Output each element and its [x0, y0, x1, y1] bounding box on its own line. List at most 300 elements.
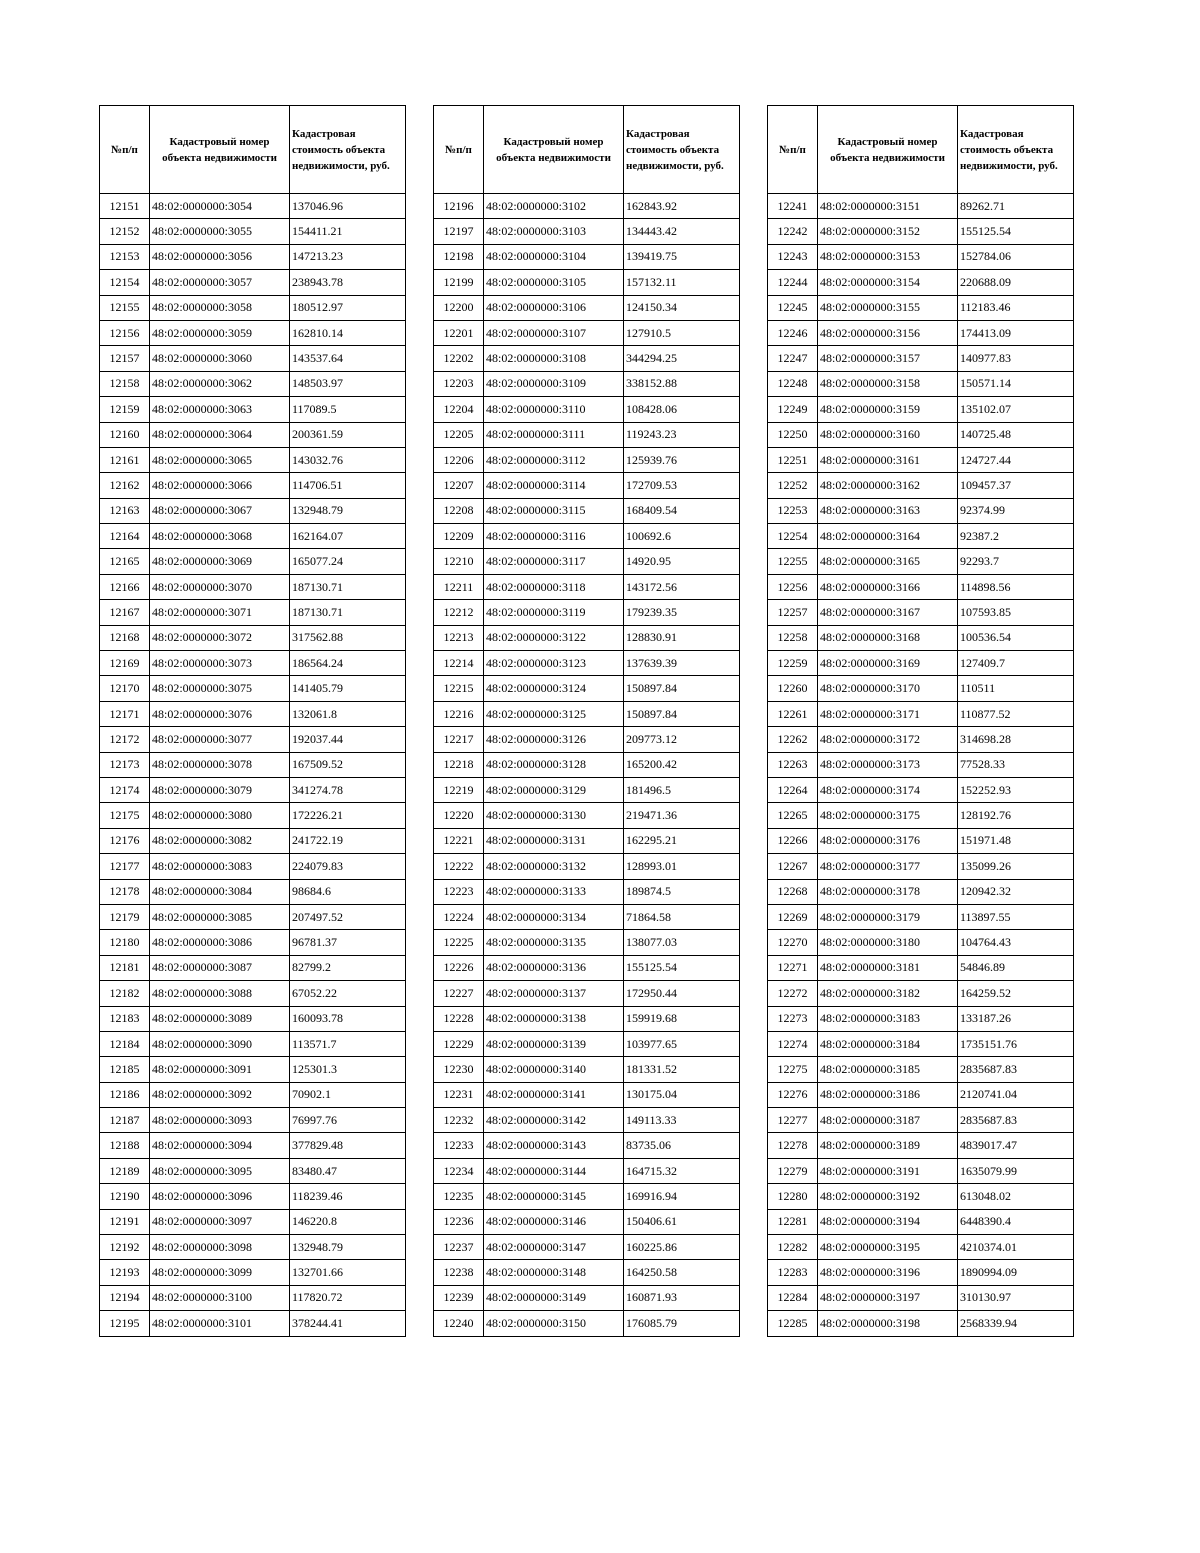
row-number-cell: 12179: [100, 904, 150, 929]
row-number-cell: 12250: [768, 422, 818, 447]
cadastral-value-cell: 92293.7: [958, 549, 1074, 574]
cadastral-number-cell: 48:02:0000000:3173: [818, 752, 958, 777]
cadastral-value-cell: 181331.52: [624, 1057, 740, 1082]
table-row: [434, 651, 740, 676]
row-number-cell: 12212: [434, 600, 484, 625]
cadastral-number-cell: 48:02:0000000:3112: [484, 447, 624, 472]
cadastral-value-cell: 155125.54: [958, 219, 1074, 244]
cadastral-value-cell: 1890994.09: [958, 1260, 1074, 1285]
table-row: [434, 828, 740, 853]
row-number-cell: 12221: [434, 828, 484, 853]
table-row: [100, 549, 406, 574]
row-number-cell: 12162: [100, 473, 150, 498]
cadastral-number-cell: 48:02:0000000:3068: [150, 524, 290, 549]
row-number-cell: 12271: [768, 955, 818, 980]
cadastral-number-cell: 48:02:0000000:3066: [150, 473, 290, 498]
cadastral-value-cell: 2120741.04: [958, 1082, 1074, 1107]
cadastral-value-cell: 186564.24: [290, 651, 406, 676]
cadastral-number-cell: 48:02:0000000:3167: [818, 600, 958, 625]
cadastral-number-cell: 48:02:0000000:3128: [484, 752, 624, 777]
cadastral-number-cell: 48:02:0000000:3079: [150, 777, 290, 802]
cadastral-number-cell: 48:02:0000000:3142: [484, 1108, 624, 1133]
cadastral-number-cell: 48:02:0000000:3054: [150, 194, 290, 219]
row-number-cell: 12283: [768, 1260, 818, 1285]
cadastral-number-cell: 48:02:0000000:3191: [818, 1158, 958, 1183]
cadastral-number-cell: 48:02:0000000:3161: [818, 447, 958, 472]
table-row: [100, 346, 406, 371]
table-row: [100, 1311, 406, 1336]
row-number-cell: 12206: [434, 447, 484, 472]
row-number-cell: 12223: [434, 879, 484, 904]
cadastral-number-cell: 48:02:0000000:3182: [818, 981, 958, 1006]
cadastral-value-cell: 103977.65: [624, 1031, 740, 1056]
cadastral-number-cell: 48:02:0000000:3071: [150, 600, 290, 625]
table-row: [768, 854, 1074, 879]
cadastral-value-cell: 143537.64: [290, 346, 406, 371]
table-row: [768, 320, 1074, 345]
cadastral-number-cell: 48:02:0000000:3162: [818, 473, 958, 498]
cadastral-number-cell: 48:02:0000000:3122: [484, 625, 624, 650]
cadastral-number-cell: 48:02:0000000:3146: [484, 1209, 624, 1234]
cadastral-value-cell: 113571.7: [290, 1031, 406, 1056]
cadastral-value-cell: 140977.83: [958, 346, 1074, 371]
table-row: [100, 574, 406, 599]
cadastral-number-cell: 48:02:0000000:3057: [150, 270, 290, 295]
row-number-cell: 12248: [768, 371, 818, 396]
cadastral-number-cell: 48:02:0000000:3073: [150, 651, 290, 676]
cadastral-value-cell: 152252.93: [958, 777, 1074, 802]
cadastral-number-cell: 48:02:0000000:3084: [150, 879, 290, 904]
cadastral-value-cell: 179239.35: [624, 600, 740, 625]
table-row: [100, 955, 406, 980]
cadastral-number-cell: 48:02:0000000:3102: [484, 194, 624, 219]
cadastral-value-cell: 219471.36: [624, 803, 740, 828]
table-row: [768, 1311, 1074, 1336]
table-row: [768, 219, 1074, 244]
cadastral-number-cell: 48:02:0000000:3186: [818, 1082, 958, 1107]
table-row: [768, 397, 1074, 422]
table-row: [100, 1260, 406, 1285]
row-number-cell: 12202: [434, 346, 484, 371]
row-number-cell: 12167: [100, 600, 150, 625]
cadastral-value-cell: 200361.59: [290, 422, 406, 447]
row-number-cell: 12207: [434, 473, 484, 498]
row-number-cell: 12180: [100, 930, 150, 955]
row-number-cell: 12245: [768, 295, 818, 320]
cadastral-number-cell: 48:02:0000000:3172: [818, 727, 958, 752]
row-number-cell: 12153: [100, 244, 150, 269]
cadastral-value-cell: 118239.46: [290, 1184, 406, 1209]
table-header-row: [100, 106, 406, 194]
cadastral-number-cell: 48:02:0000000:3083: [150, 854, 290, 879]
table-row: [768, 1235, 1074, 1260]
cadastral-number-cell: 48:02:0000000:3104: [484, 244, 624, 269]
table-row: [434, 701, 740, 726]
row-number-cell: 12199: [434, 270, 484, 295]
row-number-cell: 12249: [768, 397, 818, 422]
cadastral-value-cell: 92387.2: [958, 524, 1074, 549]
cadastral-value-cell: 130175.04: [624, 1082, 740, 1107]
table-row: [768, 1006, 1074, 1031]
row-number-cell: 12274: [768, 1031, 818, 1056]
row-number-cell: 12181: [100, 955, 150, 980]
row-number-cell: 12231: [434, 1082, 484, 1107]
cadastral-number-cell: 48:02:0000000:3076: [150, 701, 290, 726]
cadastral-value-cell: 108428.06: [624, 397, 740, 422]
row-number-cell: 12208: [434, 498, 484, 523]
table-row: [100, 397, 406, 422]
cadastral-value-cell: 172950.44: [624, 981, 740, 1006]
cadastral-number-cell: 48:02:0000000:3123: [484, 651, 624, 676]
cadastral-number-cell: 48:02:0000000:3126: [484, 727, 624, 752]
table-row: [768, 270, 1074, 295]
row-number-cell: 12165: [100, 549, 150, 574]
table-row: [768, 828, 1074, 853]
cadastral-number-cell: 48:02:0000000:3097: [150, 1209, 290, 1234]
cadastral-value-cell: 120942.32: [958, 879, 1074, 904]
row-number-cell: 12171: [100, 701, 150, 726]
cadastral-number-cell: 48:02:0000000:3149: [484, 1285, 624, 1310]
table-row: [100, 422, 406, 447]
cadastral-number-cell: 48:02:0000000:3096: [150, 1184, 290, 1209]
cadastral-value-cell: 70902.1: [290, 1082, 406, 1107]
cadastral-value-cell: 82799.2: [290, 955, 406, 980]
cadastral-value-cell: 138077.03: [624, 930, 740, 955]
cadastral-value-cell: 150571.14: [958, 371, 1074, 396]
table-row: [434, 549, 740, 574]
row-number-cell: 12182: [100, 981, 150, 1006]
cadastral-number-cell: 48:02:0000000:3189: [818, 1133, 958, 1158]
cadastral-number-cell: 48:02:0000000:3092: [150, 1082, 290, 1107]
header-cadastral-number: Кадастровый номер объекта недвижимости: [150, 106, 290, 194]
cadastral-value-cell: 1735151.76: [958, 1031, 1074, 1056]
cadastral-value-cell: 76997.76: [290, 1108, 406, 1133]
cadastral-value-cell: 6448390.4: [958, 1209, 1074, 1234]
cadastral-number-cell: 48:02:0000000:3117: [484, 549, 624, 574]
cadastral-value-cell: 238943.78: [290, 270, 406, 295]
row-number-cell: 12152: [100, 219, 150, 244]
table-row: [768, 498, 1074, 523]
cadastral-number-cell: 48:02:0000000:3178: [818, 879, 958, 904]
cadastral-value-cell: 172226.21: [290, 803, 406, 828]
cadastral-number-cell: 48:02:0000000:3108: [484, 346, 624, 371]
cadastral-value-cell: 341274.78: [290, 777, 406, 802]
cadastral-value-cell: 71864.58: [624, 904, 740, 929]
row-number-cell: 12183: [100, 1006, 150, 1031]
cadastral-value-cell: 159919.68: [624, 1006, 740, 1031]
table-row: [434, 473, 740, 498]
table-row: [100, 1209, 406, 1234]
cadastral-value-cell: 14920.95: [624, 549, 740, 574]
table-row: [100, 498, 406, 523]
row-number-cell: 12184: [100, 1031, 150, 1056]
cadastral-number-cell: 48:02:0000000:3195: [818, 1235, 958, 1260]
cadastral-number-cell: 48:02:0000000:3069: [150, 549, 290, 574]
cadastral-value-cell: 162843.92: [624, 194, 740, 219]
cadastral-number-cell: 48:02:0000000:3134: [484, 904, 624, 929]
row-number-cell: 12163: [100, 498, 150, 523]
table-row: [100, 244, 406, 269]
row-number-cell: 12194: [100, 1285, 150, 1310]
row-number-cell: 12233: [434, 1133, 484, 1158]
row-number-cell: 12213: [434, 625, 484, 650]
row-number-cell: 12284: [768, 1285, 818, 1310]
row-number-cell: 12237: [434, 1235, 484, 1260]
cadastral-value-cell: 110877.52: [958, 701, 1074, 726]
cadastral-number-cell: 48:02:0000000:3148: [484, 1260, 624, 1285]
cadastral-value-cell: 160093.78: [290, 1006, 406, 1031]
row-number-cell: 12277: [768, 1108, 818, 1133]
cadastral-value-cell: 137639.39: [624, 651, 740, 676]
row-number-cell: 12220: [434, 803, 484, 828]
table-row: [100, 524, 406, 549]
row-number-cell: 12201: [434, 320, 484, 345]
table-row: [100, 1057, 406, 1082]
table-row: [100, 701, 406, 726]
table-header-row: [434, 106, 740, 194]
table-body: [100, 194, 406, 1337]
cadastral-value-cell: 89262.71: [958, 194, 1074, 219]
cadastral-number-cell: 48:02:0000000:3145: [484, 1184, 624, 1209]
cadastral-number-cell: 48:02:0000000:3070: [150, 574, 290, 599]
cadastral-number-cell: 48:02:0000000:3091: [150, 1057, 290, 1082]
header-number: №п/п: [100, 106, 150, 194]
cadastral-number-cell: 48:02:0000000:3131: [484, 828, 624, 853]
cadastral-number-cell: 48:02:0000000:3150: [484, 1311, 624, 1336]
row-number-cell: 12278: [768, 1133, 818, 1158]
table-row: [434, 600, 740, 625]
row-number-cell: 12253: [768, 498, 818, 523]
row-number-cell: 12172: [100, 727, 150, 752]
cadastral-value-cell: 149113.33: [624, 1108, 740, 1133]
table-row: [768, 422, 1074, 447]
cadastral-number-cell: 48:02:0000000:3064: [150, 422, 290, 447]
row-number-cell: 12151: [100, 194, 150, 219]
table-row: [434, 1057, 740, 1082]
row-number-cell: 12215: [434, 676, 484, 701]
table-row: [434, 1108, 740, 1133]
table-row: [768, 473, 1074, 498]
cadastral-table-3: [767, 105, 1074, 1337]
cadastral-number-cell: 48:02:0000000:3107: [484, 320, 624, 345]
row-number-cell: 12173: [100, 752, 150, 777]
cadastral-value-cell: 187130.71: [290, 600, 406, 625]
table-row: [434, 904, 740, 929]
row-number-cell: 12214: [434, 651, 484, 676]
table-row: [434, 1158, 740, 1183]
cadastral-value-cell: 174413.09: [958, 320, 1074, 345]
table-row: [434, 879, 740, 904]
cadastral-number-cell: 48:02:0000000:3153: [818, 244, 958, 269]
row-number-cell: 12210: [434, 549, 484, 574]
cadastral-number-cell: 48:02:0000000:3093: [150, 1108, 290, 1133]
table-row: [434, 574, 740, 599]
row-number-cell: 12266: [768, 828, 818, 853]
cadastral-number-cell: 48:02:0000000:3065: [150, 447, 290, 472]
cadastral-value-cell: 128830.91: [624, 625, 740, 650]
cadastral-number-cell: 48:02:0000000:3141: [484, 1082, 624, 1107]
cadastral-number-cell: 48:02:0000000:3132: [484, 854, 624, 879]
cadastral-number-cell: 48:02:0000000:3180: [818, 930, 958, 955]
cadastral-number-cell: 48:02:0000000:3165: [818, 549, 958, 574]
table-row: [434, 194, 740, 219]
cadastral-value-cell: 164250.58: [624, 1260, 740, 1285]
table-row: [100, 625, 406, 650]
row-number-cell: 12234: [434, 1158, 484, 1183]
row-number-cell: 12273: [768, 1006, 818, 1031]
row-number-cell: 12262: [768, 727, 818, 752]
cadastral-number-cell: 48:02:0000000:3170: [818, 676, 958, 701]
row-number-cell: 12200: [434, 295, 484, 320]
row-number-cell: 12276: [768, 1082, 818, 1107]
row-number-cell: 12185: [100, 1057, 150, 1082]
cadastral-number-cell: 48:02:0000000:3174: [818, 777, 958, 802]
cadastral-number-cell: 48:02:0000000:3144: [484, 1158, 624, 1183]
cadastral-number-cell: 48:02:0000000:3136: [484, 955, 624, 980]
row-number-cell: 12192: [100, 1235, 150, 1260]
row-number-cell: 12263: [768, 752, 818, 777]
cadastral-value-cell: 155125.54: [624, 955, 740, 980]
row-number-cell: 12227: [434, 981, 484, 1006]
row-number-cell: 12243: [768, 244, 818, 269]
row-number-cell: 12267: [768, 854, 818, 879]
row-number-cell: 12275: [768, 1057, 818, 1082]
row-number-cell: 12232: [434, 1108, 484, 1133]
cadastral-value-cell: 167509.52: [290, 752, 406, 777]
table-row: [434, 777, 740, 802]
table-row: [434, 955, 740, 980]
row-number-cell: 12257: [768, 600, 818, 625]
cadastral-number-cell: 48:02:0000000:3156: [818, 320, 958, 345]
cadastral-number-cell: 48:02:0000000:3115: [484, 498, 624, 523]
table-row: [768, 727, 1074, 752]
table-row: [100, 295, 406, 320]
cadastral-value-cell: 132948.79: [290, 498, 406, 523]
table-row: [768, 651, 1074, 676]
cadastral-number-cell: 48:02:0000000:3111: [484, 422, 624, 447]
cadastral-number-cell: 48:02:0000000:3184: [818, 1031, 958, 1056]
table-row: [768, 371, 1074, 396]
table-row: [100, 752, 406, 777]
table-row: [768, 1285, 1074, 1310]
row-number-cell: 12186: [100, 1082, 150, 1107]
table-row: [434, 371, 740, 396]
table-row: [768, 1209, 1074, 1234]
cadastral-value-cell: 114898.56: [958, 574, 1074, 599]
row-number-cell: 12211: [434, 574, 484, 599]
cadastral-value-cell: 207497.52: [290, 904, 406, 929]
row-number-cell: 12158: [100, 371, 150, 396]
cadastral-value-cell: 132948.79: [290, 1235, 406, 1260]
cadastral-value-cell: 378244.41: [290, 1311, 406, 1336]
cadastral-number-cell: 48:02:0000000:3177: [818, 854, 958, 879]
cadastral-number-cell: 48:02:0000000:3159: [818, 397, 958, 422]
cadastral-number-cell: 48:02:0000000:3101: [150, 1311, 290, 1336]
table-row: [100, 828, 406, 853]
table-row: [768, 1158, 1074, 1183]
table-row: [434, 625, 740, 650]
cadastral-value-cell: 117089.5: [290, 397, 406, 422]
table-row: [768, 194, 1074, 219]
cadastral-value-cell: 162810.14: [290, 320, 406, 345]
table-row: [768, 574, 1074, 599]
cadastral-value-cell: 165200.42: [624, 752, 740, 777]
row-number-cell: 12252: [768, 473, 818, 498]
cadastral-number-cell: 48:02:0000000:3106: [484, 295, 624, 320]
row-number-cell: 12225: [434, 930, 484, 955]
table-row: [100, 371, 406, 396]
row-number-cell: 12269: [768, 904, 818, 929]
cadastral-value-cell: 4839017.47: [958, 1133, 1074, 1158]
table-row: [100, 854, 406, 879]
cadastral-table-1: [99, 105, 406, 1337]
cadastral-number-cell: 48:02:0000000:3155: [818, 295, 958, 320]
row-number-cell: 12279: [768, 1158, 818, 1183]
cadastral-value-cell: 83480.47: [290, 1158, 406, 1183]
cadastral-number-cell: 48:02:0000000:3192: [818, 1184, 958, 1209]
row-number-cell: 12190: [100, 1184, 150, 1209]
row-number-cell: 12198: [434, 244, 484, 269]
cadastral-value-cell: 104764.43: [958, 930, 1074, 955]
row-number-cell: 12175: [100, 803, 150, 828]
row-number-cell: 12230: [434, 1057, 484, 1082]
cadastral-value-cell: 147213.23: [290, 244, 406, 269]
cadastral-number-cell: 48:02:0000000:3130: [484, 803, 624, 828]
row-number-cell: 12254: [768, 524, 818, 549]
cadastral-value-cell: 146220.8: [290, 1209, 406, 1234]
table-row: [100, 777, 406, 802]
cadastral-number-cell: 48:02:0000000:3088: [150, 981, 290, 1006]
row-number-cell: 12205: [434, 422, 484, 447]
row-number-cell: 12272: [768, 981, 818, 1006]
table-row: [100, 1031, 406, 1056]
table-row: [100, 194, 406, 219]
cadastral-number-cell: 48:02:0000000:3103: [484, 219, 624, 244]
cadastral-value-cell: 133187.26: [958, 1006, 1074, 1031]
cadastral-value-cell: 124727.44: [958, 447, 1074, 472]
cadastral-value-cell: 100536.54: [958, 625, 1074, 650]
cadastral-number-cell: 48:02:0000000:3116: [484, 524, 624, 549]
row-number-cell: 12255: [768, 549, 818, 574]
table-row: [434, 1311, 740, 1336]
table-row: [100, 1184, 406, 1209]
table-row: [768, 549, 1074, 574]
cadastral-value-cell: 613048.02: [958, 1184, 1074, 1209]
row-number-cell: 12157: [100, 346, 150, 371]
cadastral-number-cell: 48:02:0000000:3185: [818, 1057, 958, 1082]
row-number-cell: 12228: [434, 1006, 484, 1031]
table-row: [768, 777, 1074, 802]
cadastral-value-cell: 92374.99: [958, 498, 1074, 523]
cadastral-number-cell: 48:02:0000000:3060: [150, 346, 290, 371]
cadastral-value-cell: 209773.12: [624, 727, 740, 752]
cadastral-value-cell: 128192.76: [958, 803, 1074, 828]
table-row: [434, 1235, 740, 1260]
cadastral-value-cell: 169916.94: [624, 1184, 740, 1209]
table-body: [768, 194, 1074, 1337]
row-number-cell: 12258: [768, 625, 818, 650]
cadastral-number-cell: 48:02:0000000:3166: [818, 574, 958, 599]
table-row: [434, 1082, 740, 1107]
cadastral-value-cell: 224079.83: [290, 854, 406, 879]
cadastral-value-cell: 110511: [958, 676, 1074, 701]
cadastral-number-cell: 48:02:0000000:3147: [484, 1235, 624, 1260]
cadastral-number-cell: 48:02:0000000:3151: [818, 194, 958, 219]
cadastral-number-cell: 48:02:0000000:3059: [150, 320, 290, 345]
row-number-cell: 12174: [100, 777, 150, 802]
cadastral-number-cell: 48:02:0000000:3137: [484, 981, 624, 1006]
table-row: [434, 676, 740, 701]
